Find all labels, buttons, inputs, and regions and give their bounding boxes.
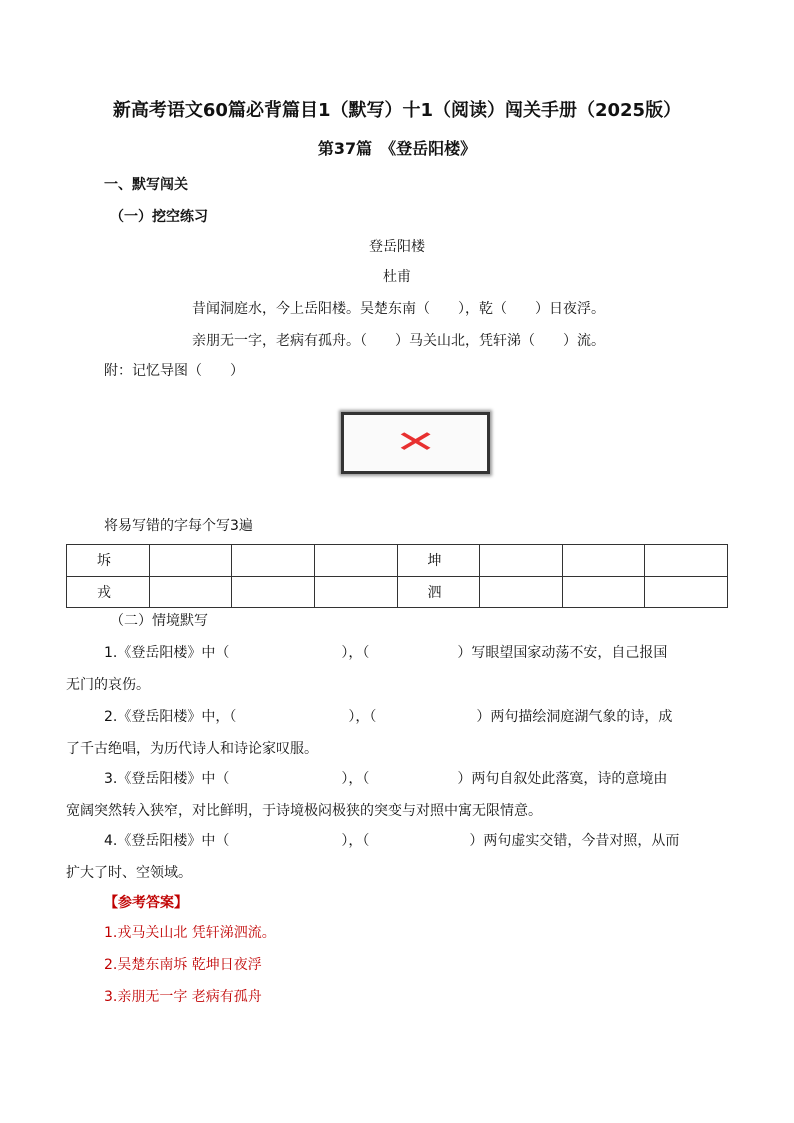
document-title: 新高考语文60篇必背篇目1（默写）十1（阅读）闯关手册（2025版） — [112, 100, 682, 121]
table-row — [67, 545, 728, 577]
table-cell: 泗 — [397, 576, 480, 608]
question-2-end: ）两句描绘洞庭湖气象的诗，成 — [476, 709, 673, 725]
table-row — [67, 576, 728, 608]
question-2-continuation: 了千古绝唱，为历代诗人和诗论家叹服。 — [66, 741, 318, 757]
table-cell[interactable] — [232, 576, 315, 608]
broken-image-icon — [341, 412, 490, 474]
table-cell[interactable] — [149, 545, 232, 577]
table-cell[interactable] — [314, 576, 397, 608]
table-cell: 戎 — [67, 576, 150, 608]
question-2 — [104, 706, 672, 726]
answer-3: 3.亲朋无一字 老病有孤舟 — [104, 989, 262, 1005]
poem-line-1: 昔闻洞庭水，今上岳阳楼。吴楚东南（ ），乾（ ）日夜浮。 — [192, 301, 605, 317]
answer-1: 1.戎马关山北 凭轩涕泗流。 — [104, 925, 276, 941]
section-heading-dictation: 一、默写闯关 — [104, 177, 188, 193]
question-3 — [104, 768, 667, 788]
question-3-mid: ），（ — [341, 771, 370, 787]
poem-title: 登岳阳楼 — [369, 239, 425, 255]
red-x-icon: ✕ — [394, 425, 437, 460]
question-3-start: 3.《登岳阳楼》中（ — [104, 771, 230, 787]
subsection-heading-fill-blank: （一）挖空练习 — [110, 209, 208, 225]
question-3-end: ）两句自叙处此落寞，诗的意境由 — [457, 771, 668, 787]
copy-instruction: 将易写错的字每个写3遍 — [104, 518, 253, 534]
question-1-end: ）写眼望国家动荡不安，自己报国 — [457, 645, 668, 661]
question-4-end: ）两句虚实交错，今昔对照，从而 — [469, 833, 680, 849]
question-2-mid: ），（ — [348, 709, 377, 725]
table-cell[interactable] — [645, 545, 728, 577]
question-1-continuation: 无门的哀伤。 — [66, 677, 150, 693]
table-cell[interactable] — [562, 545, 645, 577]
table-cell[interactable] — [562, 576, 645, 608]
table-cell[interactable] — [480, 576, 563, 608]
question-1 — [104, 642, 667, 662]
table-cell[interactable] — [149, 576, 232, 608]
question-2-start: 2.《登岳阳楼》中，（ — [104, 709, 237, 725]
table-cell[interactable] — [232, 545, 315, 577]
table-cell[interactable] — [480, 545, 563, 577]
table-cell: 坤 — [397, 545, 480, 577]
table-cell[interactable] — [645, 576, 728, 608]
question-4 — [104, 830, 679, 850]
copy-practice-table — [66, 544, 728, 608]
table-cell[interactable] — [314, 545, 397, 577]
question-1-start: 1.《登岳阳楼》中（ — [104, 645, 230, 661]
question-4-mid: ），（ — [341, 833, 370, 849]
question-4-start: 4.《登岳阳楼》中（ — [104, 833, 230, 849]
table-cell: 坼 — [67, 545, 150, 577]
subsection-heading-context: （二）情境默写 — [110, 613, 208, 629]
memory-map-label: 附：记忆导图（ ） — [104, 363, 244, 379]
answers-heading: 【参考答案】 — [104, 895, 188, 911]
answer-2: 2.吴楚东南坼 乾坤日夜浮 — [104, 957, 262, 973]
question-1-mid: ），（ — [341, 645, 370, 661]
question-3-continuation: 宽阔突然转入狭窄，对比鲜明，于诗境极闷极狭的突变与对照中寓无限情意。 — [66, 803, 542, 819]
poem-author: 杜甫 — [383, 269, 411, 285]
poem-line-2: 亲朋无一字，老病有孤舟。（ ）马关山北，凭轩涕（ ）流。 — [192, 333, 605, 349]
article-subtitle: 第37篇 《登岳阳楼》 — [317, 139, 477, 158]
question-4-continuation: 扩大了时、空领域。 — [66, 865, 192, 881]
